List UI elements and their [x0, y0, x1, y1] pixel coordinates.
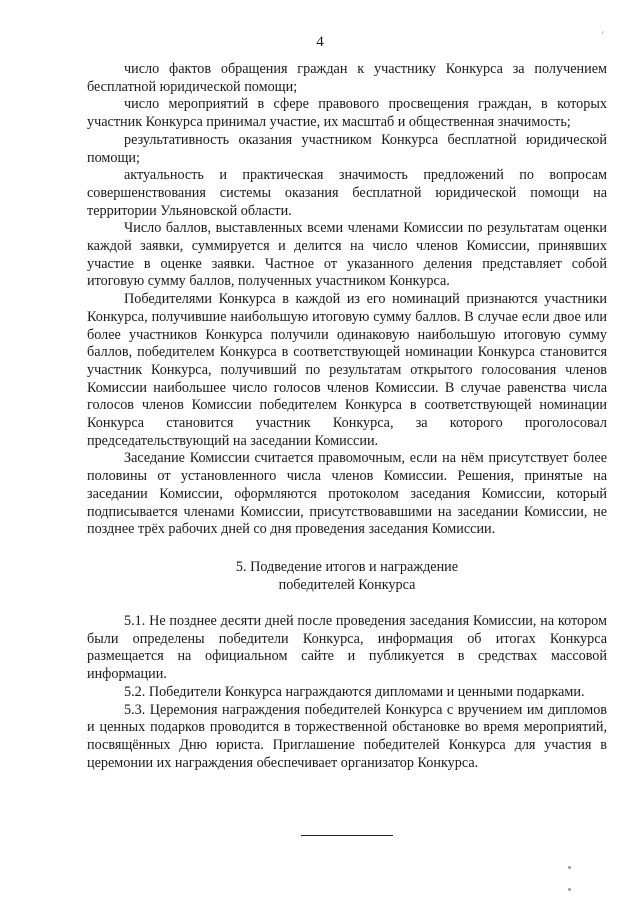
criterion-paragraph: результативность оказания участником Конкурса бесплатной юридической помощи; [87, 131, 607, 166]
document-body [87, 61, 607, 772]
closing-divider-line [301, 835, 393, 836]
clause-5-1: 5.1. Не позднее десяти дней после проведения заседания Комиссии, на котором были определены победители Конкурса, информация об итогах Конкурса размещается на официальном сайте и публикуется в средствах массовой информации. [87, 612, 607, 683]
winners-paragraph: Победителями Конкурса в каждой из его номинаций признаются участники Конкурса, получившие наибольшую итоговую сумму баллов. В случае если двое или более участников Конкурса получили одинаковую наибольшую итоговую сумму баллов, победителем Конкурса в соответствующей номинации Конкурса становится участник Конкурса, получивший по результатам открытого голосования членов Комиссии наибольшее число голосов членов Комиссии. В случае равенства числа голосов членов Комиссии победителем Конкурса в соответствующей номинации Конкурса становится участник Конкурса, за которого проголосовал председательствующий на заседании Комиссии. [87, 291, 607, 449]
section-title-line: 5. Подведение итогов и награждение [235, 558, 459, 575]
clause-5-2: 5.2. Победители Конкурса награждаются дипломами и ценными подарками. [124, 683, 585, 700]
scan-speck [568, 888, 571, 891]
corner-mark: ' [602, 30, 604, 40]
quorum-paragraph: Заседание Комиссии считается правомочным, если на нём присутствует более половины от установленного числа членов Комиссии. Решения, принятые на заседании Комиссии, оформляются протоколом заседания Комиссии, который подписывается членами Комиссии, присутствовавшими на заседании Комиссии, не позднее трёх рабочих дней со дня проведения заседания Комиссии. [87, 450, 607, 538]
criterion-paragraph: актуальность и практическая значимость предложений по вопросам совершенствования системы оказания бесплатной юридической помощи на территории Ульяновской области. [87, 167, 607, 219]
scoring-paragraph: Число баллов, выставленных всеми членами Комиссии по результатам оценки каждой заявки, суммируется и делится на число членов Комиссии, принявших участие в оценке заявки. Частное от указанного деления представляет собой итоговую сумму баллов, полученных участником Конкурса. [87, 220, 607, 290]
criterion-paragraph: число мероприятий в сфере правового просвещения граждан, в которых участник Конкурса принимал участие, их масштаб и общественная значимость; [87, 96, 607, 131]
section-5-title [87, 558, 607, 594]
criterion-paragraph: число фактов обращения граждан к участнику Конкурса за получением бесплатной юридической помощи; [87, 61, 607, 95]
page-number: 4 [316, 34, 324, 50]
scan-speck [568, 866, 571, 869]
section-title-line: победителей Конкурса [278, 576, 416, 593]
clause-5-3: 5.3. Церемония награждения победителей Конкурса с вручением им дипломов и ценных подарков проводится в торжественной обстановке во время мероприятий, посвящённых Дню юриста. Приглашение победителей Конкурса для участия в церемонии их награждения обеспечивает организатор Конкурса. [87, 701, 607, 771]
